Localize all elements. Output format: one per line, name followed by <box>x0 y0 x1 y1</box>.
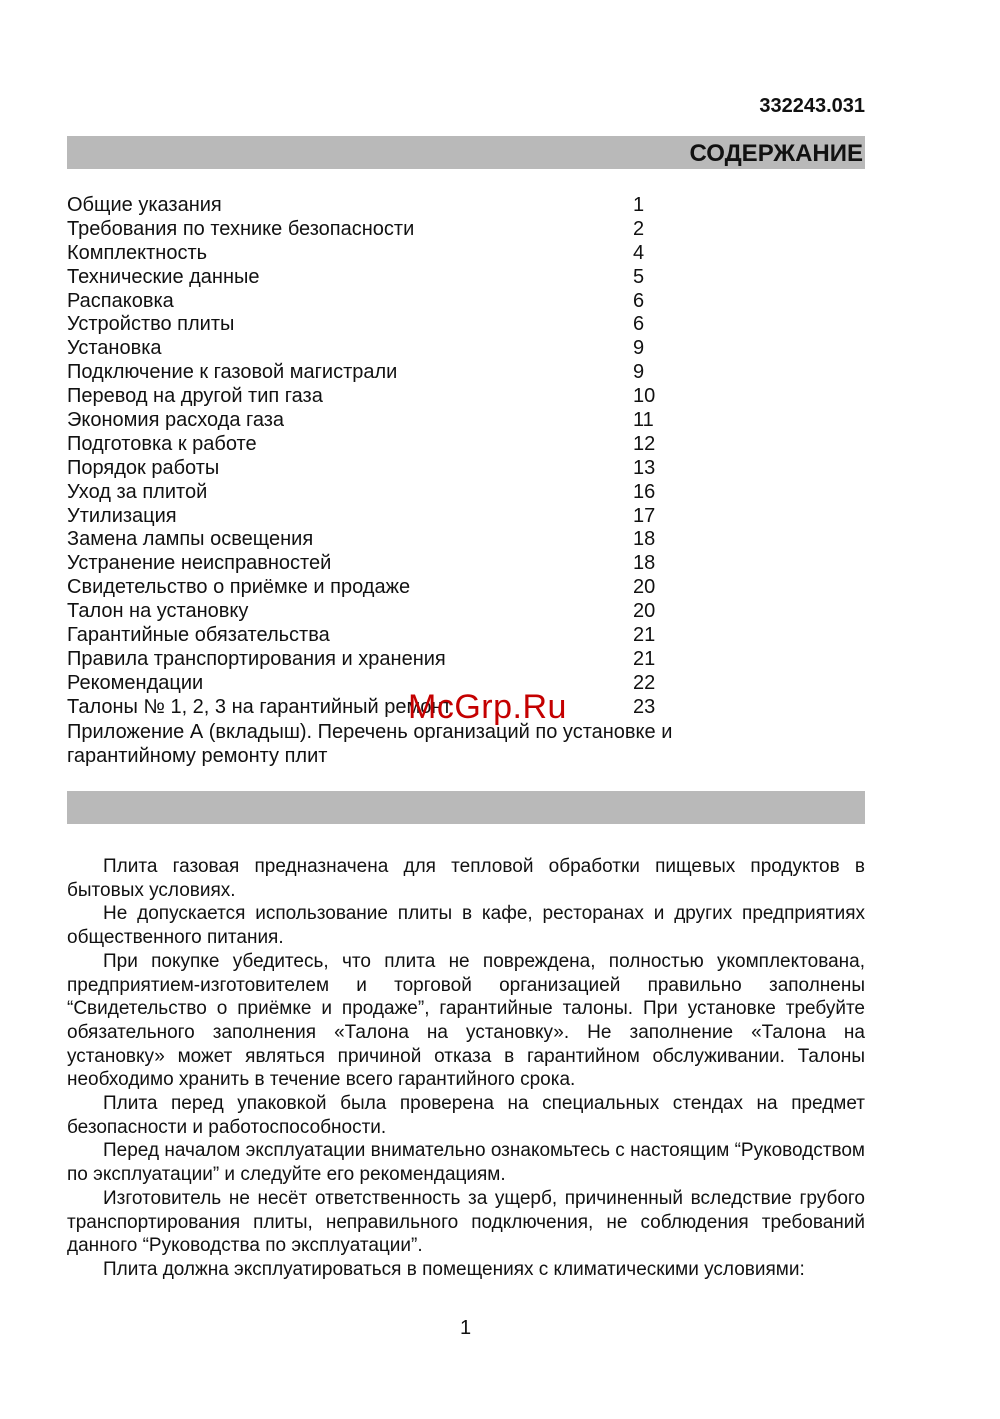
toc-entry-title: Талоны № 1, 2, 3 на гарантийный ремонт <box>67 695 452 718</box>
toc-entry-title: Уход за плитой <box>67 480 208 503</box>
document-number: 332243.031 <box>759 95 865 117</box>
toc-entry-title: Технические данные <box>67 265 260 288</box>
toc-entry-title: Комплектность <box>67 241 208 264</box>
toc-entry <box>67 218 867 242</box>
toc-appendix-line: гарантийному ремонту плит <box>67 744 328 767</box>
paragraph: Изготовитель не несёт ответственность за ущерб, причиненный вследствие грубого транспортирования плиты, неправильного подключения, не соблюдения требований данного “Руководства по эксплуатации”. <box>67 1187 865 1257</box>
toc-entry <box>67 290 867 314</box>
toc-entry-title: Гарантийные обязательства <box>67 624 330 647</box>
toc-entry-page: 9 <box>633 337 645 360</box>
toc-entry-title: Установка <box>67 337 162 360</box>
toc-entry-page: 17 <box>633 504 656 527</box>
toc-entry-page: 20 <box>633 576 656 599</box>
toc-entry <box>67 337 867 361</box>
toc-entry-title: Устранение неисправностей <box>67 552 332 575</box>
paragraph: Плита перед упаковкой была проверена на специальных стендах на предмет безопасности и работоспособности. <box>67 1093 865 1138</box>
toc-entry-title: Правила транспортирования и хранения <box>67 647 446 670</box>
toc-entry-title: Распаковка <box>67 289 174 312</box>
toc-entry-title: Утилизация <box>67 504 177 527</box>
toc-appendix-line: Приложение А (вкладыш). Перечень организаций по установке и <box>67 720 673 743</box>
intro-text <box>67 855 865 1282</box>
toc-entry <box>67 648 867 672</box>
toc-entry-page: 6 <box>633 289 645 312</box>
toc-entry-title: Подготовка к работе <box>67 432 257 455</box>
toc-entry <box>67 624 867 648</box>
toc-entry <box>67 242 867 266</box>
toc-entry-page: 9 <box>633 361 645 384</box>
toc-entry-page: 5 <box>633 265 645 288</box>
toc-entry-page: 18 <box>633 528 656 551</box>
toc-entry-title: Требования по технике безопасности <box>67 217 415 240</box>
section-header-bar <box>67 791 865 824</box>
paragraph: При покупке убедитесь, что плита не повреждена, полностью укомплектована, предприятием-изготовителем и торговой организацией правильно заполнены “Свидетельство о приёмке и продаже”, гарантийные талоны. При установке требуйте обязательного заполнения «Талона на установку». Не заполнение «Талона на установку» может являться причиной отказа в гарантийном обслуживании. Талоны необходимо хранить в течение всего гарантийного срока. <box>67 950 865 1091</box>
toc-entry-page: 6 <box>633 313 645 336</box>
toc-entry <box>67 576 867 600</box>
toc-entry-title: Замена лампы освещения <box>67 528 314 551</box>
toc-entry-page: 16 <box>633 480 656 503</box>
toc-entry-page: 20 <box>633 600 656 623</box>
toc-entry <box>67 600 867 624</box>
paragraph: Плита должна эксплуатироваться в помещениях с климатическими условиями: <box>103 1258 805 1280</box>
toc-entry-title: Талон на установку <box>67 600 249 623</box>
toc-entry-title: Устройство плиты <box>67 313 235 336</box>
toc-entry-title: Перевод на другой тип газа <box>67 385 323 408</box>
paragraph: Плита газовая предназначена для тепловой обработки пищевых продуктов в бытовых условиях. <box>67 856 865 901</box>
toc-header-bar <box>67 136 865 169</box>
toc-entry-title: Экономия расхода газа <box>67 409 285 432</box>
toc-entry <box>67 385 867 409</box>
paragraph: Перед началом эксплуатации внимательно ознакомьтесь с настоящим “Руководством по эксплуатации” и следуйте его рекомендациям. <box>67 1140 865 1186</box>
toc-entry-page: 1 <box>633 194 645 216</box>
toc-entry-page: 2 <box>633 217 645 240</box>
paragraph: Не допускается использование плиты в кафе, ресторанах и других предприятиях общественного питания. <box>67 903 865 949</box>
toc-entry <box>67 433 867 457</box>
toc-entry-page: 21 <box>633 624 656 647</box>
toc-title: СОДЕРЖАНИЕ <box>689 140 863 167</box>
toc-entry-title: Рекомендации <box>67 671 204 694</box>
toc-entry <box>67 361 867 385</box>
toc-entry-page: 11 <box>633 409 654 432</box>
toc-entry-page: 13 <box>633 456 656 479</box>
page-number: 1 <box>460 1317 472 1339</box>
toc-entry-title: Порядок работы <box>67 456 220 479</box>
toc-entry <box>67 528 867 552</box>
toc-entry-page: 22 <box>633 671 656 694</box>
toc-entry <box>67 505 867 529</box>
toc-entry <box>67 552 867 576</box>
toc-entry-page: 18 <box>633 552 656 575</box>
watermark: McGrp.Ru <box>408 688 567 726</box>
toc-entry <box>67 266 867 290</box>
toc-entry <box>67 409 867 433</box>
toc-entry-title: Свидетельство о приёмке и продаже <box>67 576 411 599</box>
toc-entry-page: 12 <box>633 432 656 455</box>
table-of-contents <box>67 194 867 768</box>
toc-entry <box>67 457 867 481</box>
toc-entry-title: Общие указания <box>67 194 222 216</box>
toc-entry-page: 4 <box>633 241 645 264</box>
toc-entry-page: 10 <box>633 385 656 408</box>
toc-entry-page: 23 <box>633 695 656 718</box>
toc-entry <box>67 481 867 505</box>
toc-entry-page: 21 <box>633 647 656 670</box>
toc-entry-title: Подключение к газовой магистрали <box>67 361 398 384</box>
toc-entry <box>67 313 867 337</box>
toc-entry <box>67 194 867 218</box>
